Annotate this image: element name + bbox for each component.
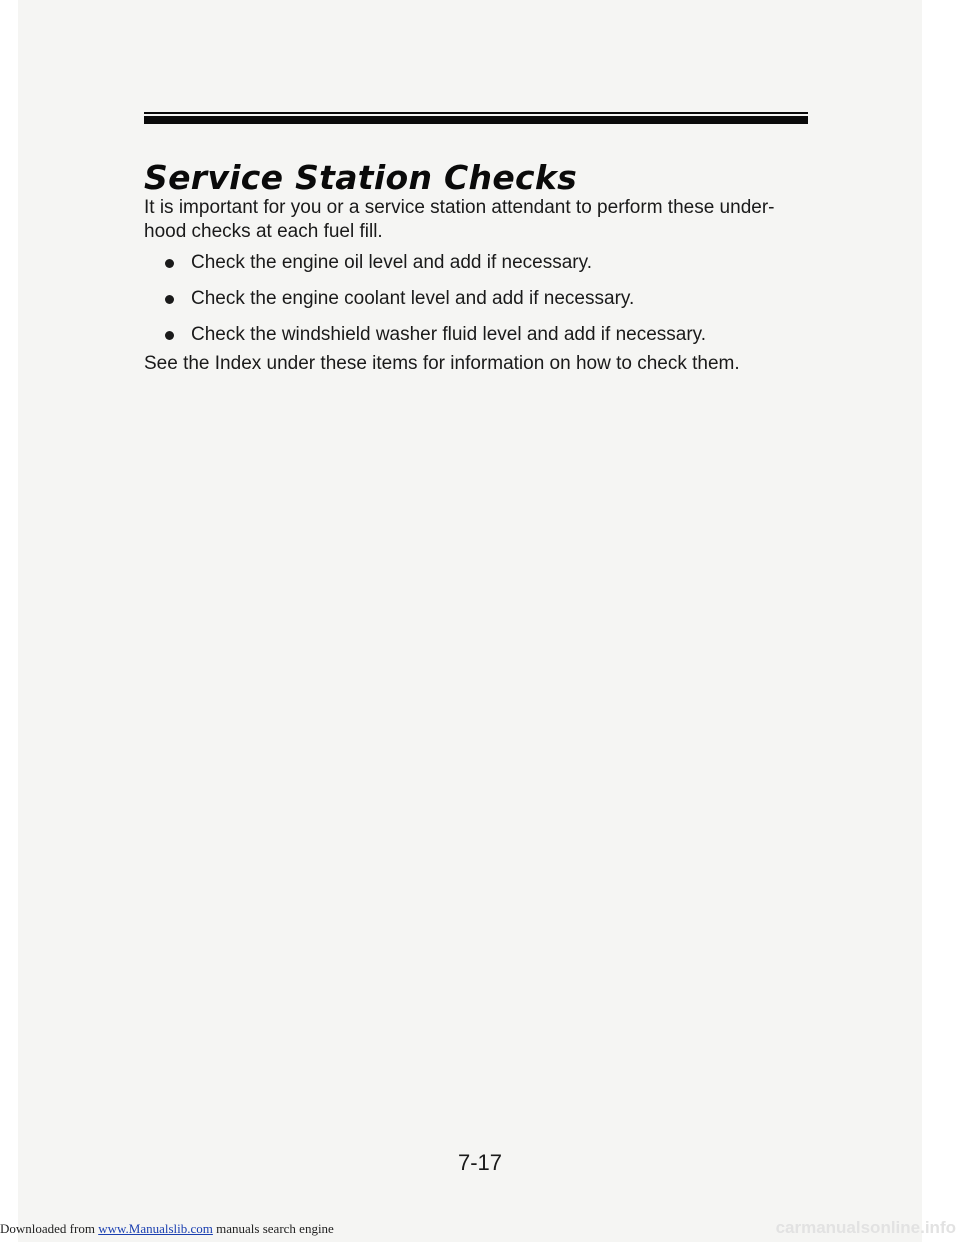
list-item [164, 287, 804, 311]
closing-paragraph: See the Index under these items for information on how to check them. [144, 353, 740, 374]
list-item-text: Check the engine coolant level and add if necessary. [191, 288, 635, 309]
footer-prefix: Downloaded from [0, 1221, 99, 1236]
manualslib-link[interactable]: www.Manualslib.com [98, 1221, 213, 1236]
bullet-icon [165, 331, 174, 340]
checks-list [164, 251, 804, 359]
page-number: 7-17 [457, 1150, 503, 1175]
watermark-text: carmanualsonline.info [775, 1218, 956, 1237]
list-item [164, 251, 804, 275]
section-title: Service Station Checks [144, 158, 578, 197]
intro-paragraph: It is important for you or a service station attendant to perform these under-hood checks at each fuel fill. [144, 197, 775, 242]
header-rule [144, 116, 808, 124]
bullet-icon [165, 295, 174, 304]
list-item [164, 323, 804, 347]
footer-suffix: manuals search engine [212, 1221, 334, 1236]
list-item-text: Check the windshield washer fluid level and add if necessary. [191, 324, 707, 345]
header-rule-thin [144, 112, 808, 114]
list-item-text: Check the engine oil level and add if necessary. [191, 252, 593, 273]
bullet-icon [165, 259, 174, 268]
download-footer [0, 1221, 334, 1237]
